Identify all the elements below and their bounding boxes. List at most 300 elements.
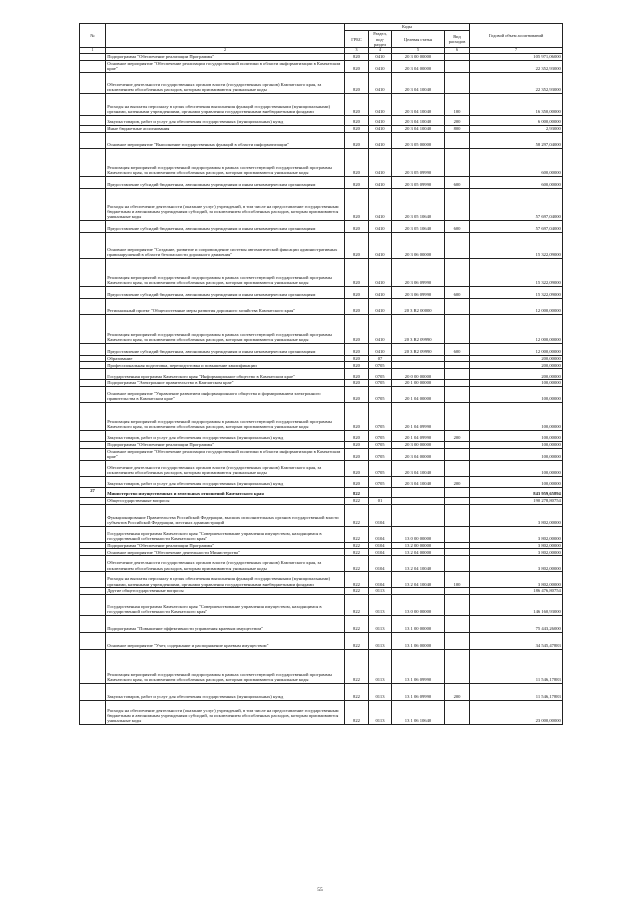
- cell-razdel: 0410: [369, 132, 392, 148]
- table-row: [80, 683, 563, 700]
- cell-razdel: 0410: [369, 188, 392, 220]
- budget-allocation-table: [79, 23, 563, 725]
- cell-grbs: 822: [345, 700, 369, 724]
- cell-razdel: 0113: [369, 615, 392, 632]
- table-row: [80, 615, 563, 632]
- cell-razdel: 0410: [369, 343, 392, 355]
- cell-amount: 22 352,93000: [470, 60, 563, 72]
- table-row: [80, 72, 563, 93]
- cell-num: [80, 700, 106, 724]
- cell-vid: 600: [445, 286, 470, 298]
- cell-amount: 3 802,00000: [470, 572, 563, 588]
- cell-grbs: 820: [345, 125, 369, 132]
- cell-num: [80, 402, 106, 430]
- cell-num: [80, 355, 106, 362]
- cell-num: [80, 448, 106, 460]
- cell-num: [80, 343, 106, 355]
- header-name: [106, 24, 345, 48]
- cell-target: 20 3 R2 00000: [392, 298, 445, 314]
- table-row: [80, 220, 563, 232]
- cell-target: 20 3 06 09990: [392, 258, 445, 286]
- cell-amount: 200,00000: [470, 355, 563, 362]
- cell-razdel: 0705: [369, 369, 392, 380]
- cell-razdel: 0410: [369, 148, 392, 176]
- cell-razdel: 0113: [369, 632, 392, 649]
- cell-grbs: 820: [345, 132, 369, 148]
- cell-name: Региональный проект "Общесистемные меры развития дорожного хозяйства Камчатского края": [106, 298, 345, 314]
- cell-grbs: 822: [345, 526, 369, 542]
- cell-num: [80, 232, 106, 258]
- cell-name: Предоставление субсидий бюджетным, автономным учреждениям и иным некоммерческим организациям: [106, 220, 345, 232]
- cell-target: 20 1 04 09990: [392, 402, 445, 430]
- cell-razdel: 0113: [369, 683, 392, 700]
- cell-grbs: 822: [345, 504, 369, 526]
- cell-num: [80, 594, 106, 615]
- cell-grbs: 820: [345, 258, 369, 286]
- cell-amount: 146 160,93000: [470, 594, 563, 615]
- cell-grbs: 822: [345, 683, 369, 700]
- cell-vid: [445, 526, 470, 542]
- cell-target: [392, 362, 445, 369]
- table-row: [80, 700, 563, 724]
- page-number: 55: [317, 887, 323, 893]
- cell-target: 20 1 00 00000: [392, 380, 445, 387]
- cell-grbs: 822: [345, 487, 369, 497]
- cell-amount: 190 278,80754: [470, 497, 563, 504]
- cell-name: Закупка товаров, работ и услуг для обеспечения государственных (муниципальных) нужд: [106, 476, 345, 487]
- table-row: [80, 125, 563, 132]
- cell-grbs: 820: [345, 362, 369, 369]
- cell-razdel: 0104: [369, 572, 392, 588]
- cell-name: Реализация мероприятий государственной подпрограммы в рамках соответствующей государственной программы Камчатского края, за исключением обособленных расходов, которым присваиваются уникальные коды: [106, 649, 345, 683]
- cell-razdel: 0410: [369, 60, 392, 72]
- table-row: [80, 632, 563, 649]
- cell-grbs: 820: [345, 93, 369, 115]
- cell-grbs: 820: [345, 380, 369, 387]
- cell-name: Общегосударственные вопросы: [106, 497, 345, 504]
- cell-num: [80, 526, 106, 542]
- cell-target: 20 3 04 10040: [392, 125, 445, 132]
- cell-razdel: 0410: [369, 53, 392, 60]
- cell-num: [80, 93, 106, 115]
- cell-num: [80, 380, 106, 387]
- cell-name: Государственная программа Камчатского края "Информационное общество в Камчатском крае": [106, 369, 345, 380]
- cell-target: 13 1 06 00000: [392, 632, 445, 649]
- cell-razdel: 0113: [369, 594, 392, 615]
- cell-razdel: 0113: [369, 700, 392, 724]
- cell-name: Министерство имущественных и земельных отношений Камчатского края: [106, 487, 345, 497]
- cell-num: [80, 556, 106, 572]
- cell-amount: 2,93000: [470, 125, 563, 132]
- cell-grbs: 822: [345, 615, 369, 632]
- cell-razdel: 0410: [369, 93, 392, 115]
- cell-grbs: 820: [345, 476, 369, 487]
- table-row: [80, 232, 563, 258]
- cell-target: 20 3 05 10640: [392, 188, 445, 220]
- cell-name: Основное мероприятие "Выполнение государственных функций в области информатизации": [106, 132, 345, 148]
- cell-name: Предоставление субсидий бюджетным, автономным учреждениям и иным некоммерческим организациям: [106, 176, 345, 188]
- cell-num: [80, 460, 106, 476]
- cell-amount: 34 545,47883: [470, 632, 563, 649]
- cell-vid: [445, 649, 470, 683]
- cell-grbs: 820: [345, 441, 369, 448]
- table-row: [80, 556, 563, 572]
- cell-amount: 12 000,00000: [470, 298, 563, 314]
- table-row: [80, 115, 563, 125]
- cell-vid: [445, 588, 470, 595]
- cell-amount: 57 697,04000: [470, 220, 563, 232]
- cell-razdel: 0705: [369, 441, 392, 448]
- cell-name: Реализация мероприятий государственной подпрограммы в рамках соответствующей государственной программы Камчатского края, за исключением обособленных расходов, которым присваиваются уникальные коды: [106, 258, 345, 286]
- cell-name: Подпрограмма "Повышение эффективности управления краевым имуществом": [106, 615, 345, 632]
- cell-vid: 200: [445, 430, 470, 441]
- cell-target: 13 1 06 10640: [392, 700, 445, 724]
- cell-amount: 6 000,00000: [470, 115, 563, 125]
- cell-grbs: 822: [345, 497, 369, 504]
- column-index: 6: [445, 48, 470, 54]
- cell-grbs: 820: [345, 148, 369, 176]
- table-row: [80, 572, 563, 588]
- cell-amount: 600,00000: [470, 176, 563, 188]
- table-row: [80, 60, 563, 72]
- cell-grbs: 820: [345, 298, 369, 314]
- header-codes: Коды: [345, 24, 470, 31]
- cell-num: 27: [80, 487, 106, 497]
- cell-amount: 15 322,09000: [470, 232, 563, 258]
- cell-razdel: 07: [369, 355, 392, 362]
- cell-target: [392, 355, 445, 362]
- cell-amount: 100,00000: [470, 402, 563, 430]
- cell-amount: 186 476,80754: [470, 588, 563, 595]
- cell-target: 20 1 04 09990: [392, 430, 445, 441]
- table-row: [80, 448, 563, 460]
- cell-vid: [445, 60, 470, 72]
- cell-num: [80, 60, 106, 72]
- cell-grbs: 822: [345, 556, 369, 572]
- cell-name: Обеспечение деятельности государственных органов власти (государственных органов) Камчатского края, за исключением обособленных расходов, которым присваиваются уникальные коды: [106, 72, 345, 93]
- cell-name: Реализация мероприятий государственной подпрограммы в рамках соответствующей государственной программы Камчатского края, за исключением обособленных расходов, которым присваиваются уникальные коды: [106, 402, 345, 430]
- cell-grbs: 820: [345, 115, 369, 125]
- cell-razdel: 0705: [369, 448, 392, 460]
- table-row: [80, 460, 563, 476]
- cell-name: Другие общегосударственные вопросы: [106, 588, 345, 595]
- cell-target: 13 2 04 10040: [392, 572, 445, 588]
- cell-num: [80, 72, 106, 93]
- cell-amount: 600,00000: [470, 148, 563, 176]
- cell-amount: 11 546,17883: [470, 649, 563, 683]
- cell-amount: 3 802,00000: [470, 526, 563, 542]
- cell-amount: 3 802,00000: [470, 504, 563, 526]
- cell-amount: 3 802,00000: [470, 556, 563, 572]
- cell-amount: 3 802,00000: [470, 549, 563, 556]
- cell-grbs: 820: [345, 369, 369, 380]
- table-row: [80, 526, 563, 542]
- cell-target: [392, 504, 445, 526]
- cell-num: [80, 572, 106, 588]
- cell-razdel: 0705: [369, 386, 392, 402]
- cell-name: Профессиональная подготовка, переподготовка и повышение квалификации: [106, 362, 345, 369]
- cell-grbs: 822: [345, 572, 369, 588]
- cell-num: [80, 549, 106, 556]
- cell-num: [80, 286, 106, 298]
- cell-num: [80, 53, 106, 60]
- cell-razdel: 0705: [369, 380, 392, 387]
- cell-amount: 100,00000: [470, 386, 563, 402]
- header-razdel: Раздел, под- раздел: [369, 31, 392, 48]
- cell-target: 20 3 04 10040: [392, 93, 445, 115]
- cell-vid: [445, 188, 470, 220]
- table-row: [80, 588, 563, 595]
- table-row: [80, 148, 563, 176]
- cell-vid: 600: [445, 343, 470, 355]
- cell-amount: 15 322,09000: [470, 286, 563, 298]
- cell-target: 13 0 00 00000: [392, 594, 445, 615]
- cell-target: 13 2 04 00000: [392, 549, 445, 556]
- cell-amount: 22 352,93000: [470, 72, 563, 93]
- cell-amount: 3 802,00000: [470, 542, 563, 549]
- cell-razdel: 0410: [369, 72, 392, 93]
- cell-amount: 100,00000: [470, 476, 563, 487]
- table-row: [80, 314, 563, 343]
- cell-vid: [445, 700, 470, 724]
- cell-amount: 100,00000: [470, 441, 563, 448]
- cell-grbs: 822: [345, 549, 369, 556]
- cell-grbs: 820: [345, 460, 369, 476]
- cell-vid: 600: [445, 176, 470, 188]
- cell-target: 20 3 05 00000: [392, 132, 445, 148]
- cell-num: [80, 132, 106, 148]
- cell-vid: [445, 549, 470, 556]
- cell-razdel: 0410: [369, 176, 392, 188]
- cell-razdel: [369, 487, 392, 497]
- cell-amount: 23 000,00000: [470, 700, 563, 724]
- table-row: [80, 402, 563, 430]
- cell-name: Предоставление субсидий бюджетным, автономным учреждениям и иным некоммерческим организациям: [106, 343, 345, 355]
- cell-amount: 12 000,00000: [470, 343, 563, 355]
- table-row: [80, 504, 563, 526]
- cell-target: 20 0 00 00000: [392, 369, 445, 380]
- cell-razdel: 0410: [369, 298, 392, 314]
- header-target: Целевая статья: [392, 31, 445, 48]
- cell-amount: 75 443,26000: [470, 615, 563, 632]
- cell-target: 20 3 04 10040: [392, 72, 445, 93]
- cell-name: Подпрограмма "Электронное правительство в Камчатском крае": [106, 380, 345, 387]
- cell-name: Закупка товаров, работ и услуг для обеспечения государственных (муниципальных) нужд: [106, 683, 345, 700]
- cell-name: Подпрограмма "Обеспечение реализации Программы": [106, 53, 345, 60]
- table-body: [80, 53, 563, 724]
- table-row: [80, 441, 563, 448]
- cell-amount: 12 000,00000: [470, 314, 563, 343]
- cell-grbs: 820: [345, 448, 369, 460]
- cell-target: 13 2 00 00000: [392, 542, 445, 549]
- cell-vid: [445, 369, 470, 380]
- cell-grbs: 820: [345, 355, 369, 362]
- table-row: [80, 298, 563, 314]
- cell-vid: 100: [445, 93, 470, 115]
- table-row: [80, 594, 563, 615]
- table-row: [80, 549, 563, 556]
- cell-grbs: 820: [345, 176, 369, 188]
- cell-razdel: 0410: [369, 258, 392, 286]
- cell-num: [80, 125, 106, 132]
- table-row: [80, 132, 563, 148]
- cell-name: Основное мероприятие "Создание, развитие и сопровождение системы автоматической фиксации административных правонарушений в области безопасности дорожного движения": [106, 232, 345, 258]
- cell-target: 13 2 04 10040: [392, 556, 445, 572]
- cell-vid: [445, 314, 470, 343]
- cell-grbs: 820: [345, 343, 369, 355]
- cell-vid: [445, 542, 470, 549]
- cell-amount: 11 546,17883: [470, 683, 563, 700]
- cell-num: [80, 188, 106, 220]
- table-row: [80, 369, 563, 380]
- table-row: [80, 649, 563, 683]
- cell-grbs: 820: [345, 220, 369, 232]
- cell-num: [80, 649, 106, 683]
- cell-name: Закупка товаров, работ и услуг для обеспечения государственных (муниципальных) нужд: [106, 115, 345, 125]
- cell-razdel: 0104: [369, 526, 392, 542]
- column-index: 4: [369, 48, 392, 54]
- cell-name: Подпрограмма "Обеспечение реализации Программы": [106, 441, 345, 448]
- table-row: [80, 93, 563, 115]
- header-grbs: ГРБС: [345, 31, 369, 48]
- cell-vid: [445, 362, 470, 369]
- cell-grbs: 820: [345, 314, 369, 343]
- cell-name: Основное мероприятие "Учет, содержание и распоряжение краевым имуществом": [106, 632, 345, 649]
- cell-razdel: 0410: [369, 232, 392, 258]
- cell-grbs: 822: [345, 649, 369, 683]
- cell-num: [80, 115, 106, 125]
- cell-vid: [445, 232, 470, 258]
- cell-target: 20 3 04 10040: [392, 460, 445, 476]
- header-num: №: [80, 24, 106, 48]
- cell-target: 20 3 05 10640: [392, 220, 445, 232]
- cell-num: [80, 298, 106, 314]
- cell-razdel: 0113: [369, 649, 392, 683]
- cell-vid: [445, 386, 470, 402]
- table-row: [80, 386, 563, 402]
- table-row: [80, 380, 563, 387]
- cell-name: Реализация мероприятий государственной подпрограммы в рамках соответствующей государственной программы Камчатского края, за исключением обособленных расходов, которым присваиваются уникальные коды: [106, 314, 345, 343]
- cell-amount: 105 971,06000: [470, 53, 563, 60]
- table-row: [80, 53, 563, 60]
- cell-grbs: 820: [345, 386, 369, 402]
- cell-name: Реализация мероприятий государственной подпрограммы в рамках соответствующей государственной программы Камчатского края, за исключением обособленных расходов, которым присваиваются уникальные коды: [106, 148, 345, 176]
- cell-razdel: 0410: [369, 115, 392, 125]
- header-amount: Годовой объем ассигнований: [470, 24, 563, 48]
- cell-name: Функционирование Правительства Российской Федерации, высших исполнительных органов государственной власти субъектов Российской Федерации, местных администраций: [106, 504, 345, 526]
- cell-razdel: 0705: [369, 402, 392, 430]
- cell-target: 20 3 00 00000: [392, 53, 445, 60]
- cell-target: 20 3 04 00000: [392, 60, 445, 72]
- cell-grbs: 822: [345, 542, 369, 549]
- cell-amount: 100,00000: [470, 430, 563, 441]
- cell-num: [80, 441, 106, 448]
- cell-target: 20 3 00 00000: [392, 441, 445, 448]
- cell-vid: [445, 504, 470, 526]
- cell-grbs: 820: [345, 286, 369, 298]
- cell-num: [80, 362, 106, 369]
- cell-num: [80, 632, 106, 649]
- table-row: [80, 258, 563, 286]
- cell-target: 20 3 04 00000: [392, 448, 445, 460]
- table-row: [80, 497, 563, 504]
- cell-amount: 843 959,65894: [470, 487, 563, 497]
- cell-num: [80, 314, 106, 343]
- cell-amount: 100,00000: [470, 448, 563, 460]
- cell-razdel: 0705: [369, 460, 392, 476]
- cell-target: 20 3 04 10040: [392, 476, 445, 487]
- cell-num: [80, 615, 106, 632]
- column-index: 5: [392, 48, 445, 54]
- cell-name: Подпрограмма "Обеспечение реализации Программы": [106, 542, 345, 549]
- cell-vid: [445, 53, 470, 60]
- table-row: [80, 362, 563, 369]
- cell-grbs: 820: [345, 430, 369, 441]
- cell-vid: [445, 497, 470, 504]
- cell-target: 13 1 06 09990: [392, 649, 445, 683]
- cell-amount: 15 322,09000: [470, 258, 563, 286]
- cell-grbs: 822: [345, 594, 369, 615]
- cell-num: [80, 386, 106, 402]
- cell-grbs: 820: [345, 188, 369, 220]
- table-row: [80, 476, 563, 487]
- cell-target: 20 3 06 00000: [392, 232, 445, 258]
- cell-razdel: 0410: [369, 220, 392, 232]
- cell-razdel: 01: [369, 497, 392, 504]
- header-row-codes: [80, 24, 563, 31]
- table-row: [80, 355, 563, 362]
- cell-vid: 800: [445, 125, 470, 132]
- cell-grbs: 820: [345, 53, 369, 60]
- table-row: [80, 286, 563, 298]
- cell-vid: [445, 148, 470, 176]
- cell-vid: [445, 258, 470, 286]
- cell-target: 20 3 06 09990: [392, 286, 445, 298]
- cell-grbs: 822: [345, 588, 369, 595]
- cell-razdel: 0104: [369, 542, 392, 549]
- table-row: [80, 487, 563, 497]
- cell-name: Обеспечение деятельности государственных органов власти (государственных органов) Камчатского края, за исключением обособленных расходов, которым присваиваются уникальные коды: [106, 556, 345, 572]
- cell-name: Обеспечение деятельности государственных органов власти (государственных органов) Камчатского края, за исключением обособленных расходов, которым присваиваются уникальные коды: [106, 460, 345, 476]
- cell-num: [80, 176, 106, 188]
- cell-name: Иные бюджетные ассигнования: [106, 125, 345, 132]
- cell-vid: [445, 448, 470, 460]
- cell-vid: [445, 380, 470, 387]
- cell-vid: 100: [445, 572, 470, 588]
- cell-amount: 58 297,04000: [470, 132, 563, 148]
- cell-razdel: 0410: [369, 125, 392, 132]
- cell-name: Закупка товаров, работ и услуг для обеспечения государственных (муниципальных) нужд: [106, 430, 345, 441]
- cell-name: Основное мероприятие "Обеспечение деятельности Министерства": [106, 549, 345, 556]
- cell-vid: [445, 556, 470, 572]
- cell-razdel: 0104: [369, 549, 392, 556]
- cell-grbs: 820: [345, 72, 369, 93]
- table-row: [80, 430, 563, 441]
- cell-amount: 16 350,00000: [470, 93, 563, 115]
- cell-target: 20 1 04 00000: [392, 386, 445, 402]
- cell-vid: 200: [445, 476, 470, 487]
- cell-grbs: 820: [345, 60, 369, 72]
- cell-name: Основное мероприятие "Управление развитием информационного общества и формированием электронного правительства в Камчатском крае": [106, 386, 345, 402]
- cell-vid: 600: [445, 220, 470, 232]
- cell-target: 13 0 00 00000: [392, 526, 445, 542]
- cell-num: [80, 369, 106, 380]
- cell-num: [80, 148, 106, 176]
- cell-name: Расходы на обеспечение деятельности (оказание услуг) учреждений, в том числе на предоставление государственным бюджетным и автономным учреждениям субсидий, за исключением обособленных расходов, которым присваиваются уникальные коды: [106, 700, 345, 724]
- cell-target: 20 3 05 09990: [392, 148, 445, 176]
- cell-razdel: 0705: [369, 476, 392, 487]
- cell-vid: [445, 594, 470, 615]
